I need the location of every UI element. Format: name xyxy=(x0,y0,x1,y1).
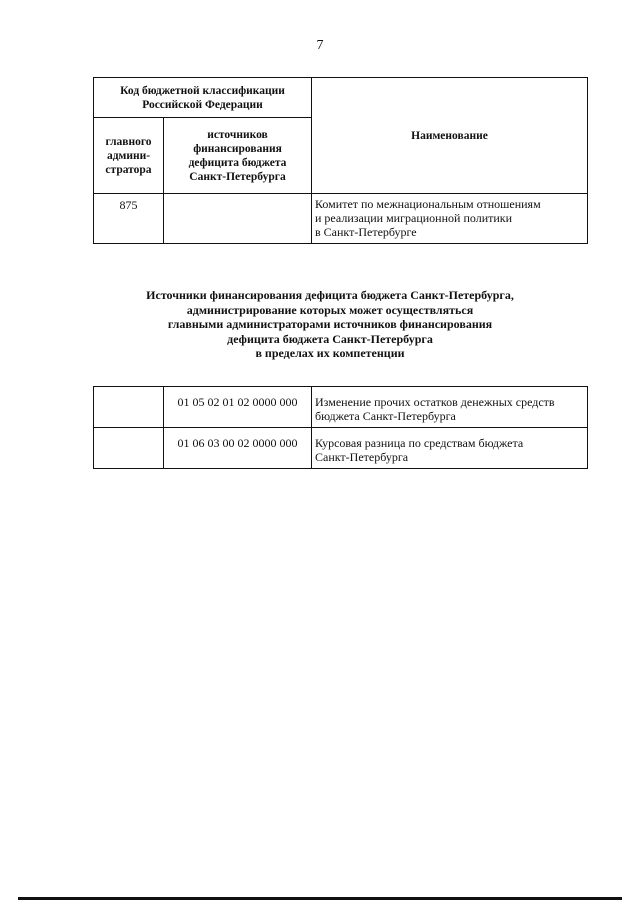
financing-sources-table xyxy=(93,386,588,469)
name-line-1: Изменение прочих остатков денежных средств xyxy=(315,395,555,409)
admin-header-line-3: стратора xyxy=(105,163,152,176)
group-header-line-1: Код бюджетной классификации xyxy=(120,84,285,97)
source-code-cell: 01 06 03 00 02 0000 000 xyxy=(164,428,312,469)
name-line-3: в Санкт-Петербурге xyxy=(315,225,417,239)
section-title-line-4: дефицита бюджета Санкт-Петербурга xyxy=(227,331,433,346)
name-cell xyxy=(312,194,588,244)
source-header-line-1: источников xyxy=(207,128,268,141)
admin-code-cell: 875 xyxy=(94,194,164,244)
source-header-line-2: финансирования xyxy=(193,142,282,155)
section-title-line-5: в пределах их компетенции xyxy=(255,346,405,360)
source-header-line-4: Санкт-Петербурга xyxy=(189,170,286,183)
group-header-line-2: Российской Федерации xyxy=(142,98,263,111)
source-header-line-3: дефицита бюджета xyxy=(188,156,287,169)
section-title-line-2: администрирование которых может осуществляться xyxy=(186,302,474,317)
admin-code-cell xyxy=(94,387,164,428)
budget-classification-table xyxy=(93,77,588,244)
source-code-cell: 01 05 02 01 02 0000 000 xyxy=(164,387,312,428)
admin-code-cell xyxy=(94,428,164,469)
admin-header-line-1: главного xyxy=(105,135,152,148)
table-header-row-1 xyxy=(94,78,588,118)
source-code-cell xyxy=(164,194,312,244)
name-column-label: Наименование xyxy=(411,129,488,142)
section-title-line-1: Источники финансирования дефицита бюджета Санкт-Петербурга, xyxy=(146,288,514,302)
name-line-2: и реализации миграционной политики xyxy=(315,211,513,225)
name-column-header xyxy=(312,78,588,194)
admin-header-line-2: админи- xyxy=(106,149,151,162)
section-title xyxy=(100,288,560,361)
section-title-line-3: главными администраторами источников финансирования xyxy=(167,317,493,331)
name-line-2: бюджета Санкт-Петербурга xyxy=(315,409,456,423)
source-column-header xyxy=(164,118,312,194)
table-row xyxy=(94,194,588,244)
group-header-cell xyxy=(94,78,312,118)
table-row xyxy=(94,387,588,428)
name-line-1: Курсовая разница по средствам бюджета xyxy=(315,436,524,450)
page-bottom-rule xyxy=(18,897,622,900)
page-number: 7 xyxy=(316,38,324,53)
admin-column-header xyxy=(94,118,164,194)
name-cell xyxy=(312,428,588,469)
name-line-2: Санкт-Петербурга xyxy=(315,450,409,464)
name-cell xyxy=(312,387,588,428)
table-row xyxy=(94,428,588,469)
name-line-1: Комитет по межнациональным отношениям xyxy=(315,197,541,211)
